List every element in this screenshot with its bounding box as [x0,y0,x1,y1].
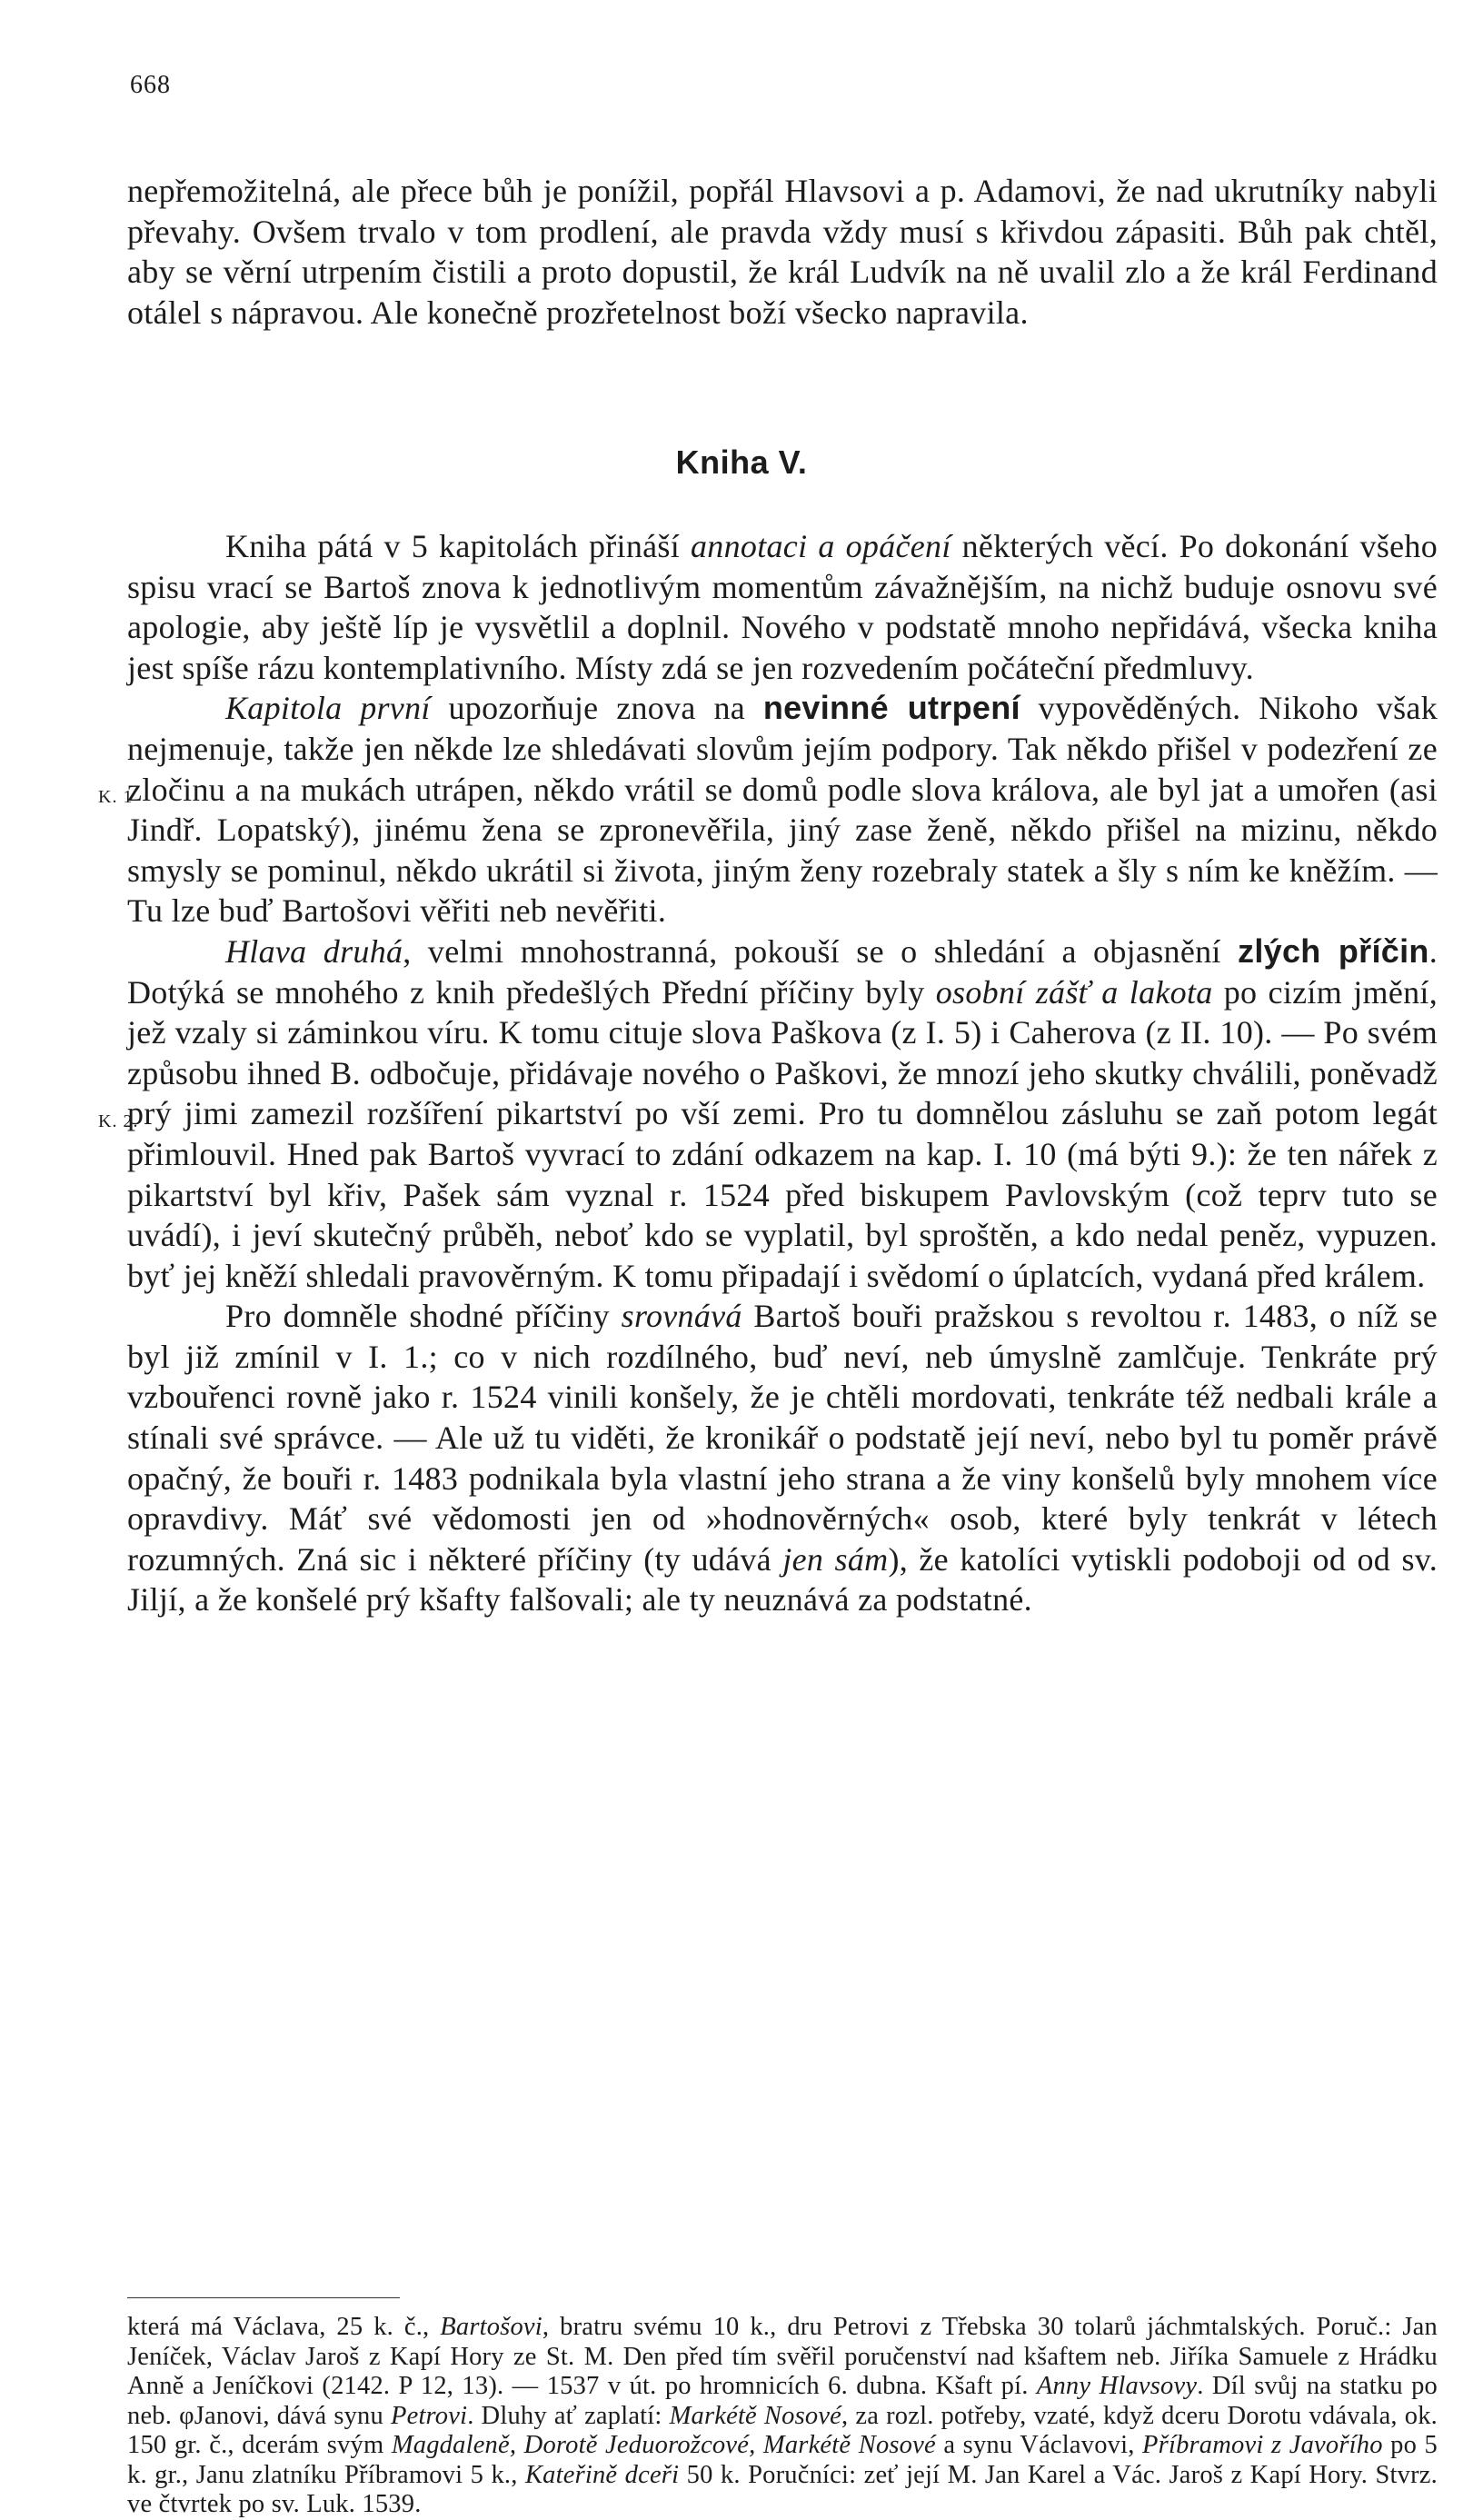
fn-text-4: Janovi, dává synu [194,2401,391,2430]
intro-italic-term: annotaci a opáčení [691,528,951,564]
fn-text-3: . Díl svůj na statku po neb. [127,2372,1438,2430]
fn-text-5: . Dluhy ať zaplatí: [467,2401,670,2430]
top-paragraph-block [127,171,1438,333]
fn-symbol: φ [179,2401,194,2430]
fn-italic-1: Bartošovi [440,2313,542,2341]
fn-italic-2: Anny Hlavsovy [1036,2372,1198,2400]
comparison-italic-2: jen sám [782,1540,889,1578]
intro-paragraph [127,526,1438,688]
comparison-italic-verb: srovnává [621,1298,742,1335]
comparison-paragraph [127,1296,1438,1620]
fn-text-8: po 5 k. gr., Janu zlatníku Příbramovi 5 k., [127,2431,1438,2489]
footnote-block [127,2313,1438,2520]
chapter1-emphasis: nevinné utrpení [762,689,1020,727]
fn-text-6: , za rozl. potřeby, vzaté, když dceru Dorotu vdávala, ok. 150 gr. č., dcerám svým [127,2401,1438,2459]
chapter1-title: Kapitola první [225,690,431,727]
top-paragraph: nepřemožitelná, ale přece bůh je ponížil, popřál Hlavsovi a p. Adamovi, že nad ukrutníky nabyli převahy. Ovšem trvalo v tom prodlení, ale pravda vždy musí s křivdou zápasiti. Bůh pak chtěl, aby se věrní utrpením čistili a proto dopustil, že král Ludvík na ně uvalil zlo a že král Ferdinand otálel s nápravou. Ale konečně prozřetelnost boží všecko napravila. [127,173,1438,331]
chapter2-text-c: po cizím jmění, jež vzaly si záminkou víru. K tomu cituje slova Paškova (z I. 5) i Caherova (z II. 10). — Po svém způsobu ihned B. odbočuje, přidávaje nového o Paškovi, že mnozí jeho skutky chválili, poněvadž prý jimi zamezil rozšíření pikartství po vší zemi. Pro tu domnělou zásluhu se zaň potom legát přimlouvil. Hned pak Bartoš vyvrací to zdání odkazem na kap. I. 10 (má býti 9.): že ten nářek z pikartství byl křiv, Pašek sám vyznal r. 1524 před biskupem Pavlovským (což teprv tuto se uvádí), i jeví skutečný průběh, neboť kdo se vyplatil, byl sproštěn, a kdo nedal peněz, vypuzen. byť jej kněží shledali pravověrným. K tomu připadají i svědomí o úplatcích, vydaná před králem. [127,973,1438,1294]
fn-text-9: 50 k. Poručníci: zeť její M. Jan Karel a Vác. Jaroš z Kapí Hory. Stvrz. ve čtvrtek po sv. Luk. 1539. [127,2460,1438,2518]
chapter2-title: Hlava druhá [225,932,403,970]
book-five-body [127,526,1438,1620]
chapter1-text-a: upozorňuje znova na [430,690,763,727]
margin-note-k2: K. 2. [98,1111,139,1131]
footnote-divider [127,2297,400,2298]
fn-italic-5: Magdaleně, Dorotě Jeduorožcové, Markétě Nosové [391,2431,936,2459]
chapter2-emphasis: zlých příčin [1238,931,1429,970]
chapter-heading: Kniha V. [675,443,808,481]
intro-text-after: některých věcí. Po dokonání všeho spisu vrací se Bartoš znova k jednotlivým momentům závažnějším, na nichž buduje osnovu své apologie, aby ještě líp je vysvětlil a doplnil. Nového v podstatě mnoho nepřidává, všecka kniha jest spíše rázu kontemplativního. Místy zdá se jen rozvedením počáteční předmluvy. [127,528,1438,686]
fn-text-2: , bratru svému 10 k., dru Petrovi z Třebska 30 tolarů jáchmtalských. Poruč.: Jan Jeníček, Václav Jaroš z Kapí Hory ze St. M. Den před tím svěřil poručenství nad kšaftem neb. Jiříka Samuele z Hrádku Anně a Jeníčkovi (2142. P 12, 13). — 1537 v út. po hromnicích 6. dubna. Kšaft pí. [127,2313,1438,2400]
fn-text-7: a synu Václavovi, [935,2431,1143,2459]
chapter1-text-b: vypověděných. Nikoho však nejmenuje, takže jen někde lze shledávati slovům jejím podpory. Tak někdo přišel v podezření ze zločinu a na mukách utrápen, někdo vrátil se domů podle slova králova, ale byl jat a umořen (asi Jindř. Lopatský), jinému žena se zpronevěřila, jiný zase ženě, někdo přišel na mizinu, někdo smysly se pominul, někdo ukrátil si života, jiným ženy rozebraly statek a šly s ním ke kněžím. — Tu lze buď Bartošovi věřiti neb nevěřiti. [127,690,1438,930]
fn-italic-4: Markétě Nosové [669,2401,842,2430]
comparison-text-b: Bartoš bouři pražskou s revoltou r. 1483, o níž se byl již zmínil v I. 1.; co v nich rozdílného, buď neví, neb úmyslně zamlčuje. Tenkráte prý vzbouřenci rovně jako r. 1524 vinili konšely, že je chtěli mordovati, tenkráte též nedbali krále a stínali své správce. — Ale už tu viděti, že kronikář o podstatě její neví, nebo byl tu poměr právě opačný, že bouři r. 1483 podnikala byla vlastní jeho strana a že viny konšelů byly mnohem více opravdivy. Máť své vědomosti jen od »hodnověrných« osob, které byly tenkrát v létech rozumných. Zná sic i některé příčiny (ty udává [127,1298,1438,1578]
chapter2-text-b: . Dotýká se mnohého z knih předešlých Přední příčiny byly [127,932,1438,1011]
intro-text-before: Kniha pátá v 5 kapitolách přináší [225,528,691,564]
fn-italic-3: Petrovi [390,2401,468,2430]
fn-italic-7: Kateřině dceři [524,2460,680,2489]
comparison-text-a: Pro domněle shodné příčiny [225,1298,622,1335]
margin-note-k1: K. 1 [98,787,134,807]
chapter2-italic-causes: osobní zášť a lakota [935,973,1213,1011]
footnote-paragraph [127,2313,1438,2520]
chapter1-paragraph [127,688,1438,931]
fn-text-1: která má Václava, 25 k. č., [127,2313,441,2341]
chapter2-text-a: , velmi mnohostranná, pokouší se o shledání a objasnění [403,932,1239,970]
page-number: 668 [130,71,171,99]
fn-italic-6: Příbramovi z Javořího [1142,2431,1383,2459]
chapter2-paragraph [127,931,1438,1296]
comparison-text-c: ), že katolíci vytiskli podoboji od od sv. Jiljí, a že konšelé prý kšafty falšovali; ale ty neuznává za podstatné. [127,1540,1438,1619]
